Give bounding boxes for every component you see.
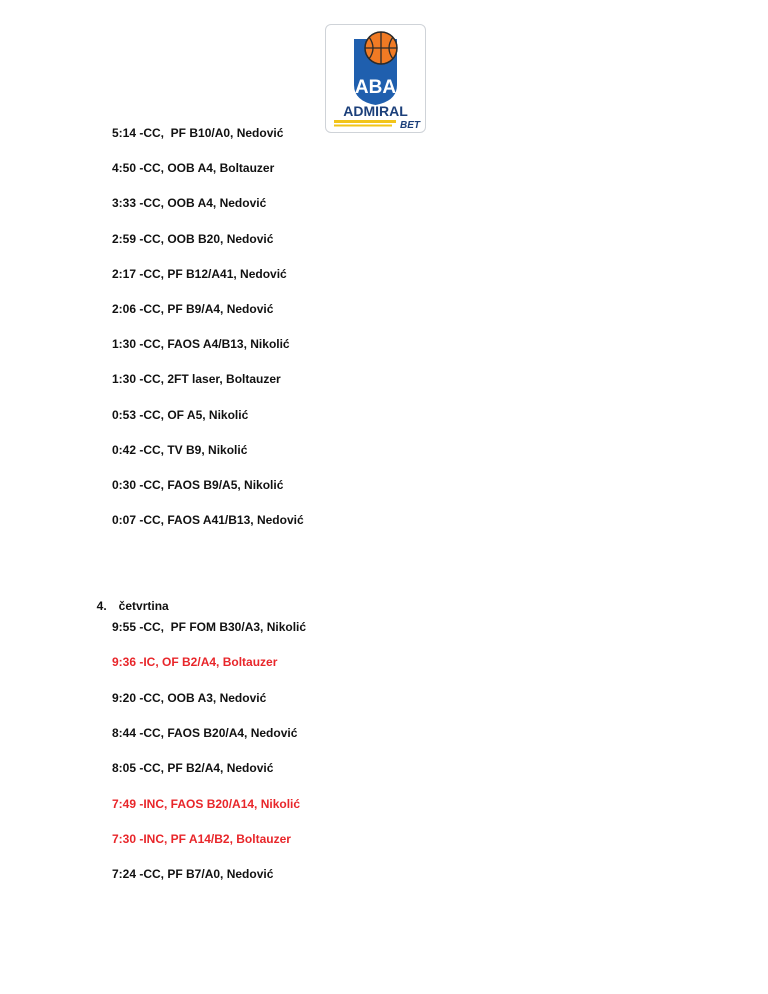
call-entry: 8:05 -CC, PF B2/A4, Nedović: [112, 761, 274, 776]
call-entry: 9:36 -IC, OF B2/A4, Boltauzer: [112, 655, 278, 670]
call-entry: 3:33 -CC, OOB A4, Nedović: [112, 196, 267, 211]
logo-stripe: [334, 120, 396, 123]
call-entry: 1:30 -CC, FAOS A4/B13, Nikolić: [112, 337, 290, 352]
section-title: četvrtina: [118, 599, 169, 613]
call-entry: 2:59 -CC, OOB B20, Nedović: [112, 231, 274, 246]
aba-admiralbet-logo: [325, 24, 426, 133]
call-entry: 7:24 -CC, PF B7/A0, Nedović: [112, 867, 274, 882]
section-number: 4.: [96, 599, 107, 613]
logo-admiral-text: ADMIRAL: [343, 103, 408, 119]
call-entry: 9:20 -CC, OOB A3, Nedović: [112, 690, 267, 705]
call-entry: 2:06 -CC, PF B9/A4, Nedović: [112, 302, 274, 316]
call-entry: 9:55 -CC, PF FOM B30/A3, Nikolić: [112, 620, 307, 634]
call-entry: 0:42 -CC, TV B9, Nikolić: [112, 442, 248, 457]
call-entry: 8:44 -CC, FAOS B20/A4, Nedović: [112, 725, 298, 740]
call-entry: 1:30 -CC, 2FT laser, Boltauzer: [112, 372, 281, 387]
logo-aba-text: ABA: [354, 77, 397, 98]
call-entry: 7:49 -INC, FAOS B20/A14, Nikolić: [112, 796, 301, 811]
call-entry: 0:07 -CC, FAOS A41/B13, Nedović: [112, 513, 304, 528]
call-entry: 2:17 -CC, PF B12/A41, Nedović: [112, 266, 287, 281]
logo-bet-text: BET: [400, 120, 420, 131]
call-entry: 0:53 -CC, OF A5, Nikolić: [112, 407, 249, 422]
basketball-icon: [365, 32, 397, 64]
section-heading: [90, 585, 169, 613]
logo-graphic: [326, 25, 425, 132]
call-entry: 0:30 -CC, FAOS B9/A5, Nikolić: [112, 478, 284, 492]
call-entry: 7:30 -INC, PF A14/B2, Boltauzer: [112, 831, 291, 846]
call-entry: 5:14 -CC, PF B10/A0, Nedović: [112, 126, 284, 140]
call-entry: 4:50 -CC, OOB A4, Boltauzer: [112, 161, 275, 176]
